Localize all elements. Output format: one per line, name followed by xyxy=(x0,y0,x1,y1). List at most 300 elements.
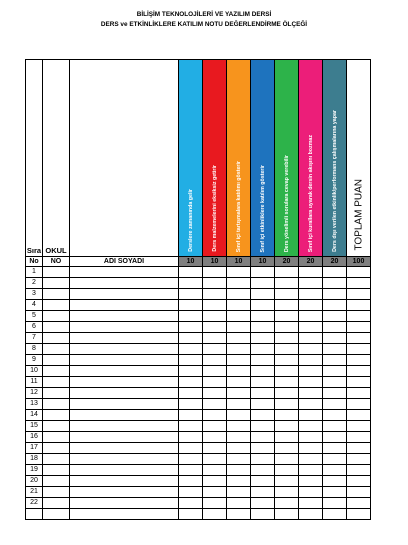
okul-header: OKUL xyxy=(43,60,70,257)
row-number: 18 xyxy=(26,454,43,465)
grade-cell[interactable] xyxy=(227,399,251,410)
criterion-points: 20 xyxy=(323,257,347,267)
table-row xyxy=(26,476,371,487)
row-number: 5 xyxy=(26,311,43,322)
grade-cell[interactable] xyxy=(227,366,251,377)
grade-cell[interactable] xyxy=(299,333,323,344)
grade-cell[interactable] xyxy=(323,344,347,355)
grade-cell[interactable] xyxy=(275,267,299,278)
grade-cell[interactable] xyxy=(251,399,275,410)
page-subtitle: DERS ve ETKİNLİKLERE KATILIM NOTU DEĞERLENDİRME ÖLÇEĞİ xyxy=(100,21,308,28)
table-row xyxy=(26,311,371,322)
grade-cell[interactable] xyxy=(251,454,275,465)
grade-cell[interactable] xyxy=(203,289,227,300)
grade-cell[interactable] xyxy=(227,509,251,520)
grade-cell[interactable] xyxy=(299,509,323,520)
grade-cell[interactable] xyxy=(179,388,203,399)
grade-cell[interactable] xyxy=(70,366,179,377)
criterion-points: 10 xyxy=(251,257,275,267)
grade-cell[interactable] xyxy=(299,289,323,300)
grade-cell[interactable] xyxy=(275,443,299,454)
grade-cell[interactable] xyxy=(299,388,323,399)
grade-cell[interactable] xyxy=(70,289,179,300)
criterion-header-7 xyxy=(323,60,347,257)
grade-cell[interactable] xyxy=(275,322,299,333)
grade-cell[interactable] xyxy=(43,377,70,388)
page-title: BİLİŞİM TEKNOLOJİLERİ VE YAZILIM DERSİ xyxy=(136,11,272,18)
grade-cell[interactable] xyxy=(227,377,251,388)
grade-cell[interactable] xyxy=(70,311,179,322)
grade-cell[interactable] xyxy=(347,344,371,355)
grade-cell[interactable] xyxy=(251,476,275,487)
grade-cell[interactable] xyxy=(227,465,251,476)
grade-cell[interactable] xyxy=(323,498,347,509)
grade-cell[interactable] xyxy=(43,465,70,476)
grade-cell[interactable] xyxy=(43,311,70,322)
grade-cell[interactable] xyxy=(227,410,251,421)
grade-cell[interactable] xyxy=(347,498,371,509)
grade-cell[interactable] xyxy=(203,355,227,366)
grade-cell[interactable] xyxy=(203,311,227,322)
grade-cell[interactable] xyxy=(179,509,203,520)
grade-cell[interactable] xyxy=(299,454,323,465)
grade-cell[interactable] xyxy=(323,509,347,520)
criterion-header-1 xyxy=(179,60,203,257)
grade-cell[interactable] xyxy=(251,509,275,520)
row-number: 21 xyxy=(26,487,43,498)
grade-cell[interactable] xyxy=(43,333,70,344)
grade-cell[interactable] xyxy=(43,289,70,300)
row-number: 4 xyxy=(26,300,43,311)
table-row xyxy=(26,454,371,465)
grade-cell[interactable] xyxy=(203,344,227,355)
grade-cell[interactable] xyxy=(43,366,70,377)
table-row xyxy=(26,278,371,289)
grade-cell[interactable] xyxy=(203,377,227,388)
grade-cell[interactable] xyxy=(299,366,323,377)
grade-cell[interactable] xyxy=(347,487,371,498)
grade-cell[interactable] xyxy=(251,443,275,454)
grade-cell[interactable] xyxy=(275,289,299,300)
grade-cell[interactable] xyxy=(179,300,203,311)
grade-cell[interactable] xyxy=(227,311,251,322)
grade-cell[interactable] xyxy=(227,355,251,366)
grade-cell[interactable] xyxy=(43,388,70,399)
grade-cell[interactable] xyxy=(323,410,347,421)
grade-cell[interactable] xyxy=(179,366,203,377)
grade-cell[interactable] xyxy=(203,278,227,289)
grade-cell[interactable] xyxy=(299,498,323,509)
grade-cell[interactable] xyxy=(179,432,203,443)
criterion-header-6 xyxy=(299,60,323,257)
grade-cell[interactable] xyxy=(179,410,203,421)
grade-cell[interactable] xyxy=(347,410,371,421)
criterion-label: Sınıf içi tartışmalara katılımı gösterir xyxy=(235,160,242,252)
grade-cell[interactable] xyxy=(347,300,371,311)
grade-cell[interactable] xyxy=(43,509,70,520)
grade-cell[interactable] xyxy=(323,300,347,311)
row-number: 22 xyxy=(26,498,43,509)
grade-cell[interactable] xyxy=(70,410,179,421)
grade-cell[interactable] xyxy=(275,509,299,520)
table-row xyxy=(26,322,371,333)
grade-cell[interactable] xyxy=(347,454,371,465)
grade-cell[interactable] xyxy=(70,476,179,487)
table-row xyxy=(26,355,371,366)
grade-cell[interactable] xyxy=(275,498,299,509)
table-row xyxy=(26,443,371,454)
grade-cell[interactable] xyxy=(227,388,251,399)
grade-cell[interactable] xyxy=(299,487,323,498)
total-points: 100 xyxy=(347,257,371,267)
table-row xyxy=(26,509,371,520)
grade-cell[interactable] xyxy=(70,300,179,311)
criterion-label: Ders yönelimli sorulara cevap verebilir xyxy=(283,154,290,252)
total-label: TOPLAM PUAN xyxy=(353,178,364,250)
grade-cell[interactable] xyxy=(323,465,347,476)
grade-cell[interactable] xyxy=(203,509,227,520)
grade-cell[interactable] xyxy=(203,454,227,465)
grade-cell[interactable] xyxy=(179,278,203,289)
grade-cell[interactable] xyxy=(179,443,203,454)
row-number: 6 xyxy=(26,322,43,333)
grade-cell[interactable] xyxy=(179,333,203,344)
grade-cell[interactable] xyxy=(275,311,299,322)
grade-cell[interactable] xyxy=(70,509,179,520)
grade-cell[interactable] xyxy=(323,454,347,465)
grade-cell[interactable] xyxy=(275,355,299,366)
grade-cell[interactable] xyxy=(299,322,323,333)
row-number xyxy=(26,509,43,520)
grade-cell[interactable] xyxy=(251,344,275,355)
grade-cell[interactable] xyxy=(203,465,227,476)
criterion-label: Ders dışı verilen etkinlik/performans çalışmalarına yapar xyxy=(331,110,338,252)
grade-cell[interactable] xyxy=(179,267,203,278)
grade-cell[interactable] xyxy=(251,267,275,278)
grade-cell[interactable] xyxy=(323,355,347,366)
grade-cell[interactable] xyxy=(203,498,227,509)
grade-cell[interactable] xyxy=(275,476,299,487)
grade-cell[interactable] xyxy=(203,388,227,399)
criterion-label: Sınıf içi kurallara uyarak dersin akışını bozmaz xyxy=(307,134,314,252)
grade-cell[interactable] xyxy=(43,355,70,366)
grade-cell[interactable] xyxy=(299,465,323,476)
grade-cell[interactable] xyxy=(347,355,371,366)
grade-cell[interactable] xyxy=(203,300,227,311)
grade-cell[interactable] xyxy=(299,311,323,322)
grade-cell[interactable] xyxy=(275,344,299,355)
grade-cell[interactable] xyxy=(323,487,347,498)
grade-cell[interactable] xyxy=(347,476,371,487)
grade-cell[interactable] xyxy=(347,421,371,432)
grade-cell[interactable] xyxy=(227,333,251,344)
grade-cell[interactable] xyxy=(203,333,227,344)
grade-cell[interactable] xyxy=(323,289,347,300)
evaluation-table xyxy=(25,59,371,520)
grade-cell[interactable] xyxy=(179,476,203,487)
grade-cell[interactable] xyxy=(179,399,203,410)
grade-cell[interactable] xyxy=(227,300,251,311)
grade-cell[interactable] xyxy=(70,454,179,465)
grade-cell[interactable] xyxy=(347,366,371,377)
grade-cell[interactable] xyxy=(347,388,371,399)
grade-cell[interactable] xyxy=(203,267,227,278)
grade-cell[interactable] xyxy=(227,322,251,333)
grade-cell[interactable] xyxy=(203,399,227,410)
grade-cell[interactable] xyxy=(299,267,323,278)
grade-cell[interactable] xyxy=(251,366,275,377)
grade-cell[interactable] xyxy=(275,399,299,410)
grade-cell[interactable] xyxy=(299,355,323,366)
grade-cell[interactable] xyxy=(203,366,227,377)
grade-cell[interactable] xyxy=(299,421,323,432)
grade-cell[interactable] xyxy=(275,333,299,344)
grade-cell[interactable] xyxy=(275,366,299,377)
grade-cell[interactable] xyxy=(43,399,70,410)
grade-cell[interactable] xyxy=(275,465,299,476)
grade-cell[interactable] xyxy=(251,300,275,311)
grade-cell[interactable] xyxy=(43,432,70,443)
table-row xyxy=(26,366,371,377)
table-row xyxy=(26,465,371,476)
grade-cell[interactable] xyxy=(179,311,203,322)
row-number: 17 xyxy=(26,443,43,454)
grade-cell[interactable] xyxy=(251,388,275,399)
grade-cell[interactable] xyxy=(43,410,70,421)
grade-cell[interactable] xyxy=(347,278,371,289)
grade-cell[interactable] xyxy=(43,443,70,454)
grade-cell[interactable] xyxy=(251,410,275,421)
grade-cell[interactable] xyxy=(275,421,299,432)
grade-cell[interactable] xyxy=(43,300,70,311)
grade-cell[interactable] xyxy=(251,432,275,443)
grade-cell[interactable] xyxy=(70,322,179,333)
total-header xyxy=(347,60,371,257)
grade-cell[interactable] xyxy=(179,454,203,465)
grade-cell[interactable] xyxy=(227,443,251,454)
grade-cell[interactable] xyxy=(179,377,203,388)
grade-cell[interactable] xyxy=(347,509,371,520)
grade-cell[interactable] xyxy=(275,300,299,311)
grade-cell[interactable] xyxy=(299,278,323,289)
grade-cell[interactable] xyxy=(227,498,251,509)
grade-cell[interactable] xyxy=(203,410,227,421)
table-row xyxy=(26,421,371,432)
grade-cell[interactable] xyxy=(179,322,203,333)
grade-cell[interactable] xyxy=(275,454,299,465)
grade-cell[interactable] xyxy=(70,443,179,454)
row-number: 10 xyxy=(26,366,43,377)
grade-cell[interactable] xyxy=(43,498,70,509)
table-row xyxy=(26,300,371,311)
grade-cell[interactable] xyxy=(323,399,347,410)
row-number: 12 xyxy=(26,388,43,399)
grade-cell[interactable] xyxy=(179,344,203,355)
grade-cell[interactable] xyxy=(323,278,347,289)
grade-cell[interactable] xyxy=(347,399,371,410)
grade-cell[interactable] xyxy=(43,454,70,465)
grade-cell[interactable] xyxy=(179,355,203,366)
grade-cell[interactable] xyxy=(299,377,323,388)
grade-cell[interactable] xyxy=(275,487,299,498)
grade-cell[interactable] xyxy=(251,333,275,344)
criterion-points: 10 xyxy=(227,257,251,267)
row-number: 8 xyxy=(26,344,43,355)
grade-cell[interactable] xyxy=(251,498,275,509)
grade-cell[interactable] xyxy=(299,432,323,443)
grade-cell[interactable] xyxy=(70,278,179,289)
grade-cell[interactable] xyxy=(43,322,70,333)
grade-cell[interactable] xyxy=(227,476,251,487)
grade-cell[interactable] xyxy=(275,278,299,289)
grade-cell[interactable] xyxy=(323,377,347,388)
grade-cell[interactable] xyxy=(203,443,227,454)
table-row xyxy=(26,498,371,509)
grade-cell[interactable] xyxy=(299,300,323,311)
grade-cell[interactable] xyxy=(203,322,227,333)
grade-cell[interactable] xyxy=(227,421,251,432)
table-row xyxy=(26,377,371,388)
grade-cell[interactable] xyxy=(251,421,275,432)
grade-cell[interactable] xyxy=(323,432,347,443)
grade-cell[interactable] xyxy=(203,476,227,487)
criterion-label: Derslere zamanında gelir xyxy=(187,189,194,252)
grade-cell[interactable] xyxy=(251,278,275,289)
grade-cell[interactable] xyxy=(227,432,251,443)
grade-cell[interactable] xyxy=(203,421,227,432)
criterion-header-3 xyxy=(227,60,251,257)
criterion-points: 20 xyxy=(275,257,299,267)
criterion-points: 10 xyxy=(203,257,227,267)
grade-cell[interactable] xyxy=(179,289,203,300)
grade-cell[interactable] xyxy=(227,344,251,355)
grade-cell[interactable] xyxy=(299,410,323,421)
grade-cell[interactable] xyxy=(275,410,299,421)
name-header-spacer xyxy=(70,60,179,257)
row-number: 19 xyxy=(26,465,43,476)
grade-cell[interactable] xyxy=(299,476,323,487)
grade-cell[interactable] xyxy=(70,267,179,278)
grade-cell[interactable] xyxy=(347,432,371,443)
grade-cell[interactable] xyxy=(275,377,299,388)
grade-cell[interactable] xyxy=(70,388,179,399)
grade-cell[interactable] xyxy=(347,333,371,344)
grade-cell[interactable] xyxy=(70,432,179,443)
grade-cell[interactable] xyxy=(347,289,371,300)
grade-cell[interactable] xyxy=(70,344,179,355)
grade-cell[interactable] xyxy=(299,399,323,410)
grade-cell[interactable] xyxy=(70,465,179,476)
grade-cell[interactable] xyxy=(251,311,275,322)
table-row xyxy=(26,432,371,443)
grade-cell[interactable] xyxy=(347,311,371,322)
name-subheader: ADI SOYADI xyxy=(70,257,179,267)
grade-cell[interactable] xyxy=(203,487,227,498)
criterion-header-4 xyxy=(251,60,275,257)
grade-cell[interactable] xyxy=(227,289,251,300)
grade-cell[interactable] xyxy=(227,278,251,289)
row-number: 7 xyxy=(26,333,43,344)
grade-cell[interactable] xyxy=(323,311,347,322)
grade-cell[interactable] xyxy=(323,476,347,487)
grade-cell[interactable] xyxy=(299,344,323,355)
table-row xyxy=(26,333,371,344)
grade-cell[interactable] xyxy=(323,322,347,333)
grade-cell[interactable] xyxy=(323,443,347,454)
grade-cell[interactable] xyxy=(43,421,70,432)
grade-cell[interactable] xyxy=(43,267,70,278)
criterion-label: Sınıf içi etkinliklere katılım gösterir xyxy=(259,164,266,252)
row-number: 9 xyxy=(26,355,43,366)
grade-cell[interactable] xyxy=(251,322,275,333)
grade-cell[interactable] xyxy=(70,355,179,366)
grade-cell[interactable] xyxy=(275,388,299,399)
table-row xyxy=(26,344,371,355)
grade-cell[interactable] xyxy=(347,465,371,476)
grade-cell[interactable] xyxy=(323,267,347,278)
grade-cell[interactable] xyxy=(251,355,275,366)
grade-cell[interactable] xyxy=(43,278,70,289)
grade-cell[interactable] xyxy=(347,377,371,388)
grade-cell[interactable] xyxy=(179,498,203,509)
grade-cell[interactable] xyxy=(70,399,179,410)
grade-cell[interactable] xyxy=(323,366,347,377)
grade-cell[interactable] xyxy=(203,432,227,443)
grade-cell[interactable] xyxy=(347,267,371,278)
grade-cell[interactable] xyxy=(70,377,179,388)
table-row xyxy=(26,388,371,399)
grade-cell[interactable] xyxy=(179,487,203,498)
no-subheader: No xyxy=(26,257,43,267)
table-row xyxy=(26,399,371,410)
sira-header: Sıra xyxy=(26,60,43,257)
grade-cell[interactable] xyxy=(251,465,275,476)
grade-cell[interactable] xyxy=(347,443,371,454)
criterion-header-5 xyxy=(275,60,299,257)
row-number: 14 xyxy=(26,410,43,421)
row-number: 2 xyxy=(26,278,43,289)
grade-cell[interactable] xyxy=(43,476,70,487)
grade-cell[interactable] xyxy=(275,432,299,443)
row-number: 13 xyxy=(26,399,43,410)
grade-cell[interactable] xyxy=(251,487,275,498)
grade-cell[interactable] xyxy=(70,498,179,509)
grade-cell[interactable] xyxy=(347,322,371,333)
grade-cell[interactable] xyxy=(179,421,203,432)
okul-no-subheader: NO xyxy=(43,257,70,267)
row-number: 11 xyxy=(26,377,43,388)
grade-cell[interactable] xyxy=(43,344,70,355)
grade-cell[interactable] xyxy=(70,333,179,344)
grade-cell[interactable] xyxy=(227,487,251,498)
grade-cell[interactable] xyxy=(179,465,203,476)
criterion-header-2 xyxy=(203,60,227,257)
grade-cell[interactable] xyxy=(227,267,251,278)
grade-cell[interactable] xyxy=(323,388,347,399)
grade-cell[interactable] xyxy=(299,443,323,454)
grade-cell[interactable] xyxy=(43,487,70,498)
criterion-label: Ders malzemelerini eksiksiz getirir xyxy=(211,165,218,252)
table-row xyxy=(26,487,371,498)
grade-cell[interactable] xyxy=(323,421,347,432)
grade-cell[interactable] xyxy=(251,289,275,300)
grade-cell[interactable] xyxy=(70,421,179,432)
grade-cell[interactable] xyxy=(227,454,251,465)
grade-cell[interactable] xyxy=(251,377,275,388)
grade-cell[interactable] xyxy=(70,487,179,498)
grade-cell[interactable] xyxy=(323,333,347,344)
table-row xyxy=(26,267,371,278)
